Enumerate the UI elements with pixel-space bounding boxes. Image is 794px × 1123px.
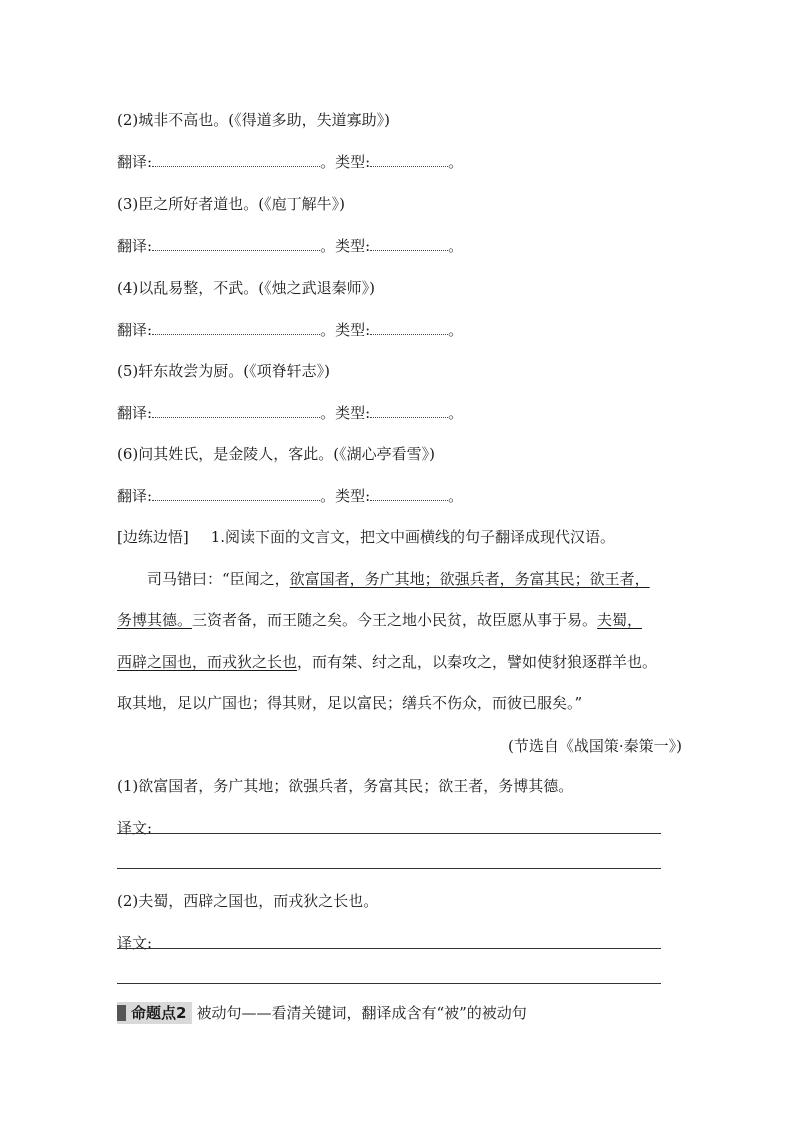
item-4-question: (4)以乱易整，不武。(《烛之武退秦师》) (117, 279, 375, 297)
translate-blank[interactable] (152, 405, 320, 418)
period: 。 (448, 237, 464, 255)
passage-text: ，而有桀、纣之乱，以秦攻之，譬如使豺狼逐群羊也。 (297, 653, 658, 671)
source-citation: (节选自《战国策·秦策一》) (508, 737, 682, 755)
question-2: (2)夫蜀，西辟之国也，而戎狄之长也。 (117, 892, 379, 910)
item-4-answer-row (117, 320, 463, 340)
underlined-sentence: 欲富国者，务广其地；欲强兵者，务富其民；欲王者， (289, 570, 650, 588)
badge-bar-icon (117, 1005, 126, 1021)
answer-line[interactable] (117, 983, 661, 984)
type-blank[interactable] (370, 322, 448, 335)
period: 。 (320, 153, 336, 171)
item-2-question: (2)城非不高也。(《得道多助，失道寡助》) (117, 111, 390, 129)
passage-line-4: 取其地，足以广国也；得其财，足以富民；缮兵不伤众，而彼已服矣。” (117, 694, 583, 712)
practice-tag: [边练边悟] (117, 528, 189, 546)
period: 。 (448, 153, 464, 171)
section-title: 被动句——看清关键词，翻译成含有“被”的被动句 (196, 1004, 527, 1022)
type-blank[interactable] (370, 405, 448, 418)
translate-blank[interactable] (152, 488, 320, 501)
item-6-question: (6)问其姓氏，是金陵人，客此。(《湖心亭看雪》) (117, 445, 435, 463)
item-6-answer-row (117, 486, 463, 506)
type-blank[interactable] (370, 488, 448, 501)
question-1: (1)欲富国者，务广其地；欲强兵者，务富其民；欲王者，务博其德。 (117, 777, 574, 795)
period: 。 (320, 321, 336, 339)
type-label: 类型: (335, 404, 371, 422)
answer-line[interactable] (117, 868, 661, 869)
underlined-sentence: 夫蜀， (597, 611, 643, 629)
item-2-answer-row (117, 152, 463, 172)
period: 。 (448, 321, 464, 339)
period: 。 (320, 487, 336, 505)
period: 。 (320, 404, 336, 422)
answer-label-2: 译文: (117, 934, 153, 952)
translate-label: 翻译: (117, 321, 153, 339)
type-label: 类型: (335, 321, 371, 339)
type-label: 类型: (335, 153, 371, 171)
answer-line[interactable] (117, 948, 661, 949)
item-3-question: (3)臣之所好者道也。(《庖丁解牛》) (117, 195, 345, 213)
badge-label: 命题点2 (131, 1004, 187, 1022)
passage-text: 司马错曰：“臣闻之， (147, 570, 290, 588)
item-3-answer-row (117, 236, 463, 256)
translate-label: 翻译: (117, 153, 153, 171)
translate-blank[interactable] (152, 322, 320, 335)
practice-header-line (117, 527, 615, 547)
practice-instruction: 1.阅读下面的文言文，把文中画横线的句子翻译成现代汉语。 (210, 528, 616, 546)
translate-label: 翻译: (117, 487, 153, 505)
period: 。 (448, 487, 464, 505)
translate-blank[interactable] (152, 238, 320, 251)
answer-label-1: 译文: (117, 819, 153, 837)
period: 。 (448, 404, 464, 422)
underlined-sentence: 西辟之国也，而戎狄之长也 (117, 653, 298, 671)
passage-line-3 (117, 652, 697, 672)
item-5-answer-row (117, 403, 463, 423)
passage-line-2 (117, 610, 697, 630)
answer-line[interactable] (117, 833, 661, 834)
type-blank[interactable] (370, 238, 448, 251)
translate-label: 翻译: (117, 404, 153, 422)
underlined-sentence: 务博其德。 (117, 611, 193, 629)
passage-line-1 (117, 569, 697, 589)
translate-label: 翻译: (117, 237, 153, 255)
period: 。 (320, 237, 336, 255)
section-heading (117, 1002, 527, 1024)
type-label: 类型: (335, 487, 371, 505)
type-label: 类型: (335, 237, 371, 255)
section-badge (117, 1002, 192, 1024)
type-blank[interactable] (370, 154, 448, 167)
translate-blank[interactable] (152, 154, 320, 167)
passage-text: 三资者备，而王随之矣。今王之地小民贫，故臣愿从事于易。 (192, 611, 598, 629)
item-5-question: (5)轩东故尝为厨。(《项脊轩志》) (117, 362, 330, 380)
